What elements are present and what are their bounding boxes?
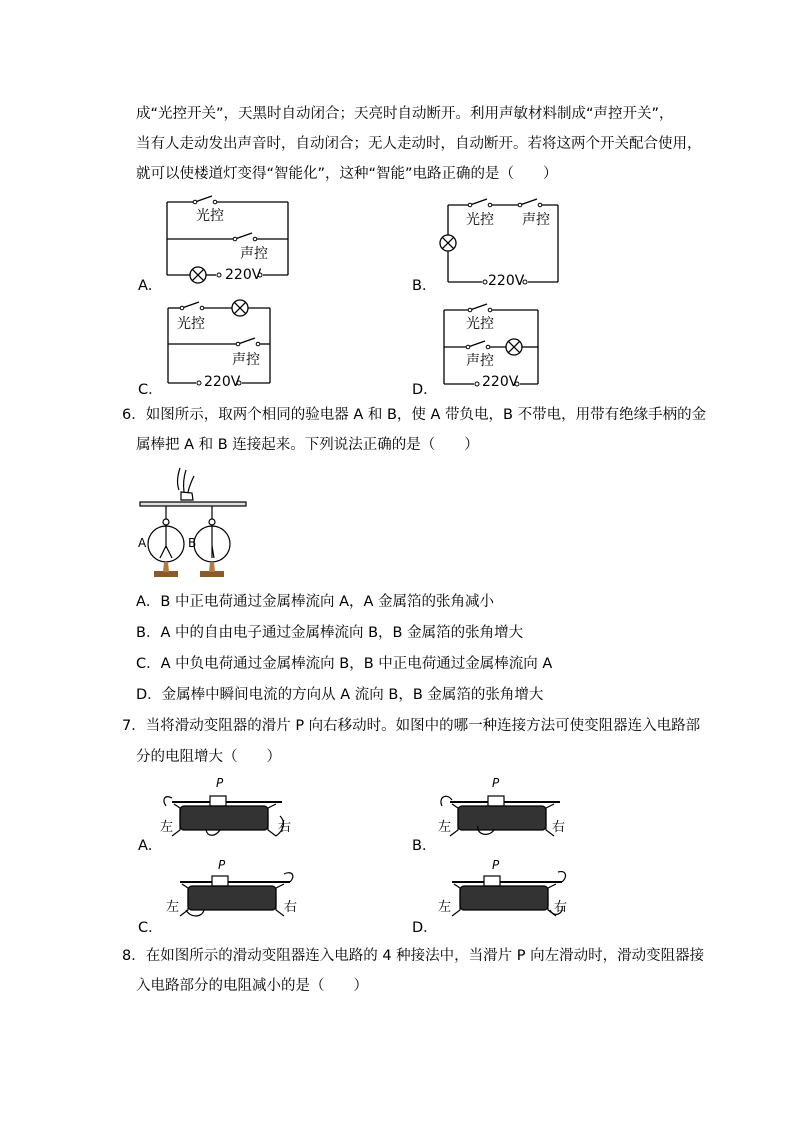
- q7-line-2: 分的电阻增大（ ）: [136, 749, 281, 765]
- electroscope-a-label: A: [138, 536, 147, 550]
- rheostat-c-left-label: 左: [166, 900, 180, 915]
- rheostat-a-right-label: 右: [278, 820, 292, 835]
- circuit-c-sound-switch-label: 声控: [232, 352, 260, 368]
- q6-option-a: A．B 中正电荷通过金属棒流向 A，A 金属箔的张角减小: [136, 594, 495, 610]
- rheostat-d-left-label: 左: [438, 900, 452, 915]
- rheostat-d-slider-p: P: [492, 858, 500, 872]
- q6-line-2: 属棒把 A 和 B 连接起来。下列说法正确的是（ ）: [136, 437, 479, 453]
- rheostat-figure-a: [160, 790, 290, 840]
- q6-option-d: D．金属棒中瞬间电流的方向从 A 流向 B，B 金属箔的张角增大: [136, 687, 544, 703]
- q5-option-d-label: D．: [412, 382, 438, 398]
- rheostat-d-right-label: 右: [554, 900, 568, 915]
- circuit-b-voltage-label: 220V: [488, 273, 525, 289]
- rheostat-b-left-label: 左: [438, 820, 452, 835]
- q6-option-b: B．A 中的自由电子通过金属棒流向 B，B 金属箔的张角增大: [136, 625, 524, 641]
- rheostat-figure-c: [168, 870, 298, 920]
- circuit-b-light-switch-label: 光控: [466, 212, 494, 228]
- rheostat-a-left-label: 左: [160, 820, 174, 835]
- q5-line-1: 成“光控开关”，天黑时自动闭合；天亮时自动断开。利用声敏材料制成“声控开关”，: [136, 106, 674, 122]
- q6-line-1: 6．如图所示，取两个相同的验电器 A 和 B，使 A 带负电，B 不带电，用带有绝缘手柄的金: [122, 407, 707, 423]
- q7-option-b-label: B．: [412, 838, 437, 854]
- q8-line-1: 8．在如图所示的滑动变阻器连入电路的 4 种接法中，当滑片 P 向左滑动时，滑动变阻器接: [122, 948, 705, 964]
- q5-option-b-label: B．: [412, 278, 437, 294]
- circuit-a-voltage-label: 220V: [225, 267, 262, 283]
- circuit-c-voltage-label: 220V: [204, 374, 241, 390]
- q5-option-c-label: C．: [138, 382, 163, 398]
- rheostat-b-slider-p: P: [492, 776, 500, 790]
- q6-option-c: C．A 中负电荷通过金属棒流向 B，B 中正电荷通过金属棒流向 A: [136, 656, 553, 672]
- q5-line-2: 当有人走动发出声音时，自动闭合；无人走动时，自动断开。若将这两个开关配合使用，: [136, 136, 702, 152]
- rheostat-c-slider-p: P: [218, 858, 226, 872]
- circuit-d-sound-switch-label: 声控: [466, 353, 494, 369]
- q5-line-3: 就可以使楼道灯变得“智能化”，这种“智能”电路正确的是（ ）: [136, 166, 558, 182]
- rheostat-a-slider-p: P: [216, 776, 224, 790]
- circuit-c-light-switch-label: 光控: [177, 316, 205, 332]
- q7-option-c-label: C．: [138, 920, 163, 936]
- circuit-a-sound-switch-label: 声控: [240, 246, 268, 262]
- rheostat-figure-d: [440, 870, 570, 920]
- rheostat-c-right-label: 右: [284, 900, 298, 915]
- q7-option-d-label: D．: [412, 920, 438, 936]
- q8-line-2: 入电路部分的电阻减小的是（ ）: [136, 978, 368, 994]
- rheostat-b-right-label: 右: [552, 820, 566, 835]
- circuit-d-voltage-label: 220V: [482, 374, 519, 390]
- rheostat-figure-b: [438, 790, 568, 840]
- circuit-d-light-switch-label: 光控: [466, 316, 494, 332]
- q7-option-a-label: A．: [138, 838, 163, 854]
- circuit-a-light-switch-label: 光控: [196, 208, 224, 224]
- q7-line-1: 7．当将滑动变阻器的滑片 P 向右移动时。如图中的哪一种连接方法可使变阻器连入电路部: [122, 718, 701, 734]
- q5-option-a-label: A．: [138, 278, 163, 294]
- circuit-b-sound-switch-label: 声控: [522, 212, 550, 228]
- electroscope-b-label: B: [188, 536, 197, 550]
- electroscope-figure: [136, 462, 251, 582]
